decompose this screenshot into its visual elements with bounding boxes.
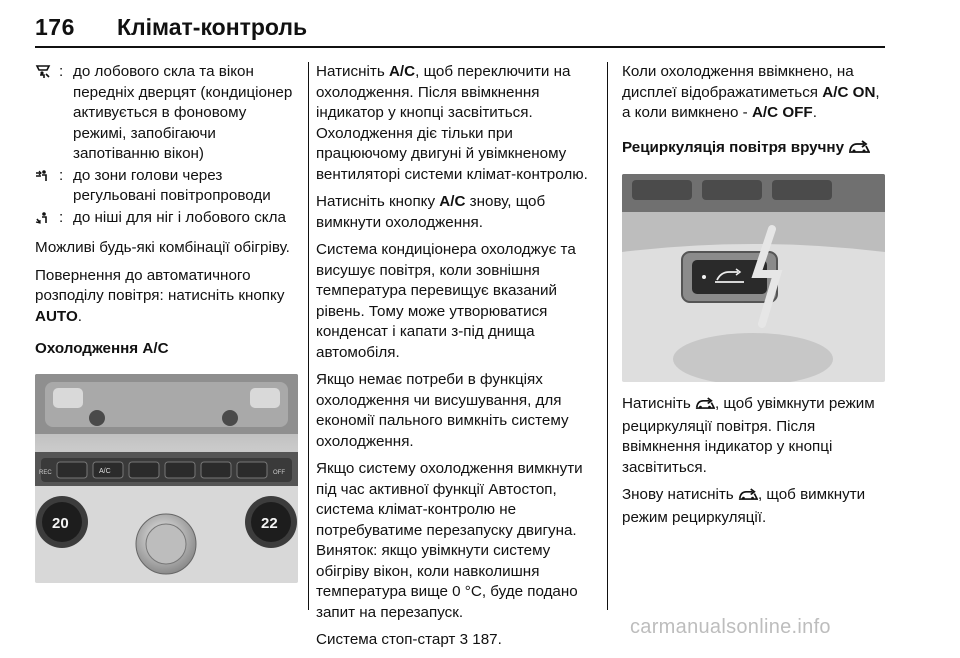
airflow-def-head (35, 166, 300, 207)
paragraph-condensate: Система кондиціонера охолоджує та висушує повітря, коли зовнішня температура перевищує вказаний рівень. Тому може утворюватися конденсат і капати з-під днища автомобіля. (316, 241, 576, 361)
def-text: до лобового скла та вікон передніх дверцят (кондиціонер активується в фоновому режимі, запобігаючи запотіванню вікон) (73, 63, 293, 162)
right-temp-readout: 22 (261, 514, 278, 532)
panel-illustration (35, 374, 298, 583)
recirculation-button-photo (622, 174, 885, 382)
recirc-illustration (622, 174, 885, 382)
def-colon: : (59, 208, 64, 226)
column-divider-1 (308, 62, 309, 610)
paragraph-economy: Якщо немає потреби в функціях охолодження чи висушування, для економії пального вимкніть систему охолодження. (316, 371, 569, 450)
paragraph-auto: Повернення до автоматичного розподілу повітря: натисніть кнопку AUTO. (35, 266, 285, 325)
def-text: до ніші для ніг і лобового скла (73, 208, 286, 226)
airflow-def-windscreen (35, 62, 300, 165)
section-heading-ac: Охолодження A/C (35, 340, 169, 357)
cross-reference-arrow-icon: 3 (459, 631, 469, 648)
paragraph-ac-off: Натисніть кнопку A/C знову, щоб вимкнути охолодження. (316, 193, 546, 231)
paragraph-recirc-off: Знову натисніть , щоб вимкнути режим рециркуляції. (622, 486, 866, 526)
off-label: OFF (273, 469, 285, 476)
column-3 (622, 62, 888, 535)
recirc-label: REC (39, 469, 52, 476)
paragraph-stop-start-ref: Система стоп-старт 3 187. (316, 631, 502, 648)
paragraph-recirc-on: Натисніть , щоб увімкнути режим рециркуляції повітря. Після ввімкнення індикатор у кнопці засвітиться. (622, 395, 875, 476)
paragraph-autostop: Якщо систему охолодження вимкнути під час активної функції Автостоп, система клімат-контролю не потребуватиме перезапуску двигуна. Виняток: якщо увімкнути систему обігріву вікон, коли навколишня температура вище 0 °C, буде подано запит на перезапуск. (316, 460, 583, 621)
ac-button-label: A/C (99, 467, 111, 475)
watermark-text: carmanualsonline.info (630, 616, 831, 638)
def-colon: : (59, 63, 64, 80)
section-heading-recirculation: Рециркуляція повітря вручну (622, 138, 888, 161)
chapter-title: Клімат-контроль (117, 14, 308, 40)
footwell-airflow-icon (35, 208, 59, 229)
def-text: до зони голови через регульовані повітропроводи (73, 166, 271, 204)
column-divider-2 (607, 62, 608, 610)
paragraph-combinations: Можливі будь-які комбінації обігріву. (35, 239, 290, 256)
column-2 (316, 62, 592, 658)
paragraph-ac-press: Натисніть A/C, щоб переключити на охолодження. Після ввімкнення індикатор у кнопці засвітиться. Охолодження діє тільки при працюючому двигуні й увімкненому вентиляторі системи клімат-контролю. (316, 63, 588, 183)
recirculation-icon (848, 140, 870, 161)
page-number: 176 (35, 14, 75, 40)
def-colon: : (59, 166, 64, 184)
head-airflow-icon (35, 166, 59, 207)
column-1 (35, 62, 300, 583)
header-rule (35, 46, 885, 48)
recirculation-icon (695, 396, 715, 417)
left-temp-readout: 20 (52, 514, 69, 532)
windscreen-footwell-airflow-icon (35, 62, 59, 165)
recirculation-icon (738, 487, 758, 508)
paragraph-display-status: Коли охолодження ввімкнено, на дисплеї відображатиметься A/C ON, а коли вимкнено - A/C OFF. (622, 63, 880, 121)
airflow-def-footwell (35, 208, 300, 229)
ac-control-panel-photo (35, 374, 298, 583)
